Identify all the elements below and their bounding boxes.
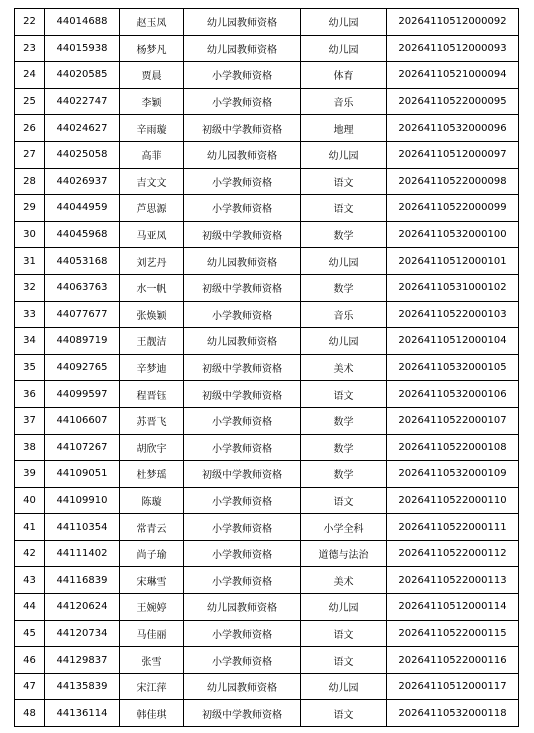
table-row [15, 274, 519, 301]
cert-type-cell: 小学教师资格 [184, 62, 301, 89]
subject-cell: 语文 [301, 381, 387, 408]
cert-type-cell: 幼儿园教师资格 [184, 141, 301, 168]
subject-cell: 语文 [301, 195, 387, 222]
cert-type-cell: 幼儿园教师资格 [184, 35, 301, 62]
cert-number-cell: 20264110512000117 [387, 673, 519, 700]
exam-number-cell: 44015938 [45, 35, 120, 62]
table-row [15, 195, 519, 222]
subject-cell: 数学 [301, 274, 387, 301]
name-cell: 杨梦凡 [120, 35, 184, 62]
subject-cell: 幼儿园 [301, 248, 387, 275]
cert-number-cell: 20264110522000099 [387, 195, 519, 222]
seq-cell: 40 [15, 487, 45, 514]
seq-cell: 24 [15, 62, 45, 89]
table-row [15, 647, 519, 674]
subject-cell: 体育 [301, 62, 387, 89]
subject-cell: 幼儿园 [301, 35, 387, 62]
table-row [15, 354, 519, 381]
cert-type-cell: 初级中学教师资格 [184, 274, 301, 301]
cert-type-cell: 小学教师资格 [184, 168, 301, 195]
cert-type-cell: 小学教师资格 [184, 540, 301, 567]
cert-type-cell: 小学教师资格 [184, 647, 301, 674]
cert-number-cell: 20264110522000095 [387, 88, 519, 115]
seq-cell: 32 [15, 274, 45, 301]
subject-cell: 数学 [301, 221, 387, 248]
exam-number-cell: 44099597 [45, 381, 120, 408]
exam-number-cell: 44107267 [45, 434, 120, 461]
seq-cell: 25 [15, 88, 45, 115]
table-row [15, 248, 519, 275]
exam-number-cell: 44135839 [45, 673, 120, 700]
subject-cell: 幼儿园 [301, 328, 387, 355]
seq-cell: 47 [15, 673, 45, 700]
name-cell: 张焕颖 [120, 301, 184, 328]
subject-cell: 幼儿园 [301, 9, 387, 36]
cert-number-cell: 20264110512000114 [387, 594, 519, 621]
cert-number-cell: 20264110512000093 [387, 35, 519, 62]
subject-cell: 语文 [301, 647, 387, 674]
name-cell: 芦思源 [120, 195, 184, 222]
cert-type-cell: 小学教师资格 [184, 434, 301, 461]
name-cell: 苏晋飞 [120, 407, 184, 434]
cert-type-cell: 小学教师资格 [184, 301, 301, 328]
subject-cell: 语文 [301, 700, 387, 727]
subject-cell: 数学 [301, 407, 387, 434]
cert-number-cell: 20264110512000092 [387, 9, 519, 36]
table-row [15, 514, 519, 541]
cert-number-cell: 20264110522000110 [387, 487, 519, 514]
subject-cell: 道德与法治 [301, 540, 387, 567]
cert-number-cell: 20264110522000112 [387, 540, 519, 567]
cert-type-cell: 小学教师资格 [184, 407, 301, 434]
seq-cell: 42 [15, 540, 45, 567]
table-row [15, 407, 519, 434]
cert-number-cell: 20264110512000101 [387, 248, 519, 275]
cert-number-cell: 20264110532000118 [387, 700, 519, 727]
seq-cell: 45 [15, 620, 45, 647]
cert-type-cell: 小学教师资格 [184, 487, 301, 514]
seq-cell: 29 [15, 195, 45, 222]
cert-number-cell: 20264110532000100 [387, 221, 519, 248]
subject-cell: 音乐 [301, 88, 387, 115]
cert-number-cell: 20264110522000116 [387, 647, 519, 674]
exam-number-cell: 44089719 [45, 328, 120, 355]
exam-number-cell: 44110354 [45, 514, 120, 541]
name-cell: 韩佳琪 [120, 700, 184, 727]
applicant-table [14, 8, 519, 727]
seq-cell: 28 [15, 168, 45, 195]
name-cell: 水一帆 [120, 274, 184, 301]
exam-number-cell: 44116839 [45, 567, 120, 594]
cert-number-cell: 20264110532000106 [387, 381, 519, 408]
seq-cell: 22 [15, 9, 45, 36]
seq-cell: 27 [15, 141, 45, 168]
subject-cell: 语文 [301, 487, 387, 514]
table-row [15, 88, 519, 115]
name-cell: 宋江萍 [120, 673, 184, 700]
exam-number-cell: 44120734 [45, 620, 120, 647]
seq-cell: 37 [15, 407, 45, 434]
name-cell: 赵玉凤 [120, 9, 184, 36]
exam-number-cell: 44092765 [45, 354, 120, 381]
table-row [15, 115, 519, 142]
seq-cell: 34 [15, 328, 45, 355]
name-cell: 马亚凤 [120, 221, 184, 248]
name-cell: 李颖 [120, 88, 184, 115]
table-row [15, 594, 519, 621]
cert-type-cell: 初级中学教师资格 [184, 700, 301, 727]
seq-cell: 41 [15, 514, 45, 541]
cert-type-cell: 幼儿园教师资格 [184, 328, 301, 355]
seq-cell: 38 [15, 434, 45, 461]
seq-cell: 26 [15, 115, 45, 142]
table-row [15, 381, 519, 408]
cert-number-cell: 20264110522000108 [387, 434, 519, 461]
exam-number-cell: 44063763 [45, 274, 120, 301]
exam-number-cell: 44109051 [45, 461, 120, 488]
table-row [15, 487, 519, 514]
cert-type-cell: 初级中学教师资格 [184, 381, 301, 408]
name-cell: 胡欣宇 [120, 434, 184, 461]
cert-type-cell: 初级中学教师资格 [184, 461, 301, 488]
exam-number-cell: 44014688 [45, 9, 120, 36]
seq-cell: 23 [15, 35, 45, 62]
exam-number-cell: 44053168 [45, 248, 120, 275]
cert-number-cell: 20264110532000109 [387, 461, 519, 488]
subject-cell: 美术 [301, 354, 387, 381]
seq-cell: 33 [15, 301, 45, 328]
seq-cell: 30 [15, 221, 45, 248]
table-row [15, 567, 519, 594]
seq-cell: 46 [15, 647, 45, 674]
exam-number-cell: 44026937 [45, 168, 120, 195]
cert-number-cell: 20264110522000098 [387, 168, 519, 195]
table-row [15, 540, 519, 567]
exam-number-cell: 44022747 [45, 88, 120, 115]
seq-cell: 36 [15, 381, 45, 408]
cert-number-cell: 20264110521000094 [387, 62, 519, 89]
name-cell: 程晋钰 [120, 381, 184, 408]
name-cell: 张雪 [120, 647, 184, 674]
cert-type-cell: 小学教师资格 [184, 567, 301, 594]
subject-cell: 小学全科 [301, 514, 387, 541]
subject-cell: 数学 [301, 434, 387, 461]
cert-type-cell: 小学教师资格 [184, 620, 301, 647]
subject-cell: 数学 [301, 461, 387, 488]
document-sheet [14, 8, 519, 727]
cert-number-cell: 20264110532000096 [387, 115, 519, 142]
name-cell: 吉文文 [120, 168, 184, 195]
table-row [15, 620, 519, 647]
cert-number-cell: 20264110522000113 [387, 567, 519, 594]
cert-number-cell: 20264110522000107 [387, 407, 519, 434]
subject-cell: 语文 [301, 620, 387, 647]
exam-number-cell: 44044959 [45, 195, 120, 222]
cert-number-cell: 20264110512000104 [387, 328, 519, 355]
seq-cell: 39 [15, 461, 45, 488]
name-cell: 尚子瑜 [120, 540, 184, 567]
table-row [15, 35, 519, 62]
subject-cell: 美术 [301, 567, 387, 594]
subject-cell: 幼儿园 [301, 594, 387, 621]
exam-number-cell: 44120624 [45, 594, 120, 621]
table-body [15, 9, 519, 727]
cert-number-cell: 20264110522000103 [387, 301, 519, 328]
cert-type-cell: 幼儿园教师资格 [184, 248, 301, 275]
exam-number-cell: 44045968 [45, 221, 120, 248]
cert-type-cell: 小学教师资格 [184, 195, 301, 222]
seq-cell: 43 [15, 567, 45, 594]
cert-type-cell: 幼儿园教师资格 [184, 673, 301, 700]
name-cell: 贾晨 [120, 62, 184, 89]
name-cell: 刘艺丹 [120, 248, 184, 275]
table-row [15, 141, 519, 168]
name-cell: 杜梦瑶 [120, 461, 184, 488]
exam-number-cell: 44111402 [45, 540, 120, 567]
seq-cell: 44 [15, 594, 45, 621]
cert-number-cell: 20264110532000105 [387, 354, 519, 381]
cert-type-cell: 初级中学教师资格 [184, 354, 301, 381]
name-cell: 陈璇 [120, 487, 184, 514]
cert-number-cell: 20264110512000097 [387, 141, 519, 168]
cert-type-cell: 初级中学教师资格 [184, 221, 301, 248]
table-row [15, 461, 519, 488]
table-row [15, 9, 519, 36]
name-cell: 辛梦迪 [120, 354, 184, 381]
subject-cell: 音乐 [301, 301, 387, 328]
name-cell: 辛雨璇 [120, 115, 184, 142]
subject-cell: 地理 [301, 115, 387, 142]
cert-type-cell: 初级中学教师资格 [184, 115, 301, 142]
table-row [15, 673, 519, 700]
cert-number-cell: 20264110522000111 [387, 514, 519, 541]
name-cell: 宋琳雪 [120, 567, 184, 594]
seq-cell: 48 [15, 700, 45, 727]
table-row [15, 434, 519, 461]
subject-cell: 幼儿园 [301, 141, 387, 168]
cert-type-cell: 幼儿园教师资格 [184, 594, 301, 621]
exam-number-cell: 44020585 [45, 62, 120, 89]
table-row [15, 301, 519, 328]
exam-number-cell: 44024627 [45, 115, 120, 142]
cert-type-cell: 小学教师资格 [184, 88, 301, 115]
name-cell: 王婉婷 [120, 594, 184, 621]
table-row [15, 700, 519, 727]
seq-cell: 31 [15, 248, 45, 275]
exam-number-cell: 44136114 [45, 700, 120, 727]
table-row [15, 62, 519, 89]
table-row [15, 168, 519, 195]
exam-number-cell: 44129837 [45, 647, 120, 674]
exam-number-cell: 44025058 [45, 141, 120, 168]
subject-cell: 语文 [301, 168, 387, 195]
name-cell: 常青云 [120, 514, 184, 541]
exam-number-cell: 44109910 [45, 487, 120, 514]
name-cell: 马佳丽 [120, 620, 184, 647]
name-cell: 高菲 [120, 141, 184, 168]
table-row [15, 328, 519, 355]
cert-number-cell: 20264110522000115 [387, 620, 519, 647]
exam-number-cell: 44106607 [45, 407, 120, 434]
table-row [15, 221, 519, 248]
cert-type-cell: 小学教师资格 [184, 514, 301, 541]
name-cell: 王靓洁 [120, 328, 184, 355]
seq-cell: 35 [15, 354, 45, 381]
cert-number-cell: 20264110531000102 [387, 274, 519, 301]
exam-number-cell: 44077677 [45, 301, 120, 328]
subject-cell: 幼儿园 [301, 673, 387, 700]
cert-type-cell: 幼儿园教师资格 [184, 9, 301, 36]
